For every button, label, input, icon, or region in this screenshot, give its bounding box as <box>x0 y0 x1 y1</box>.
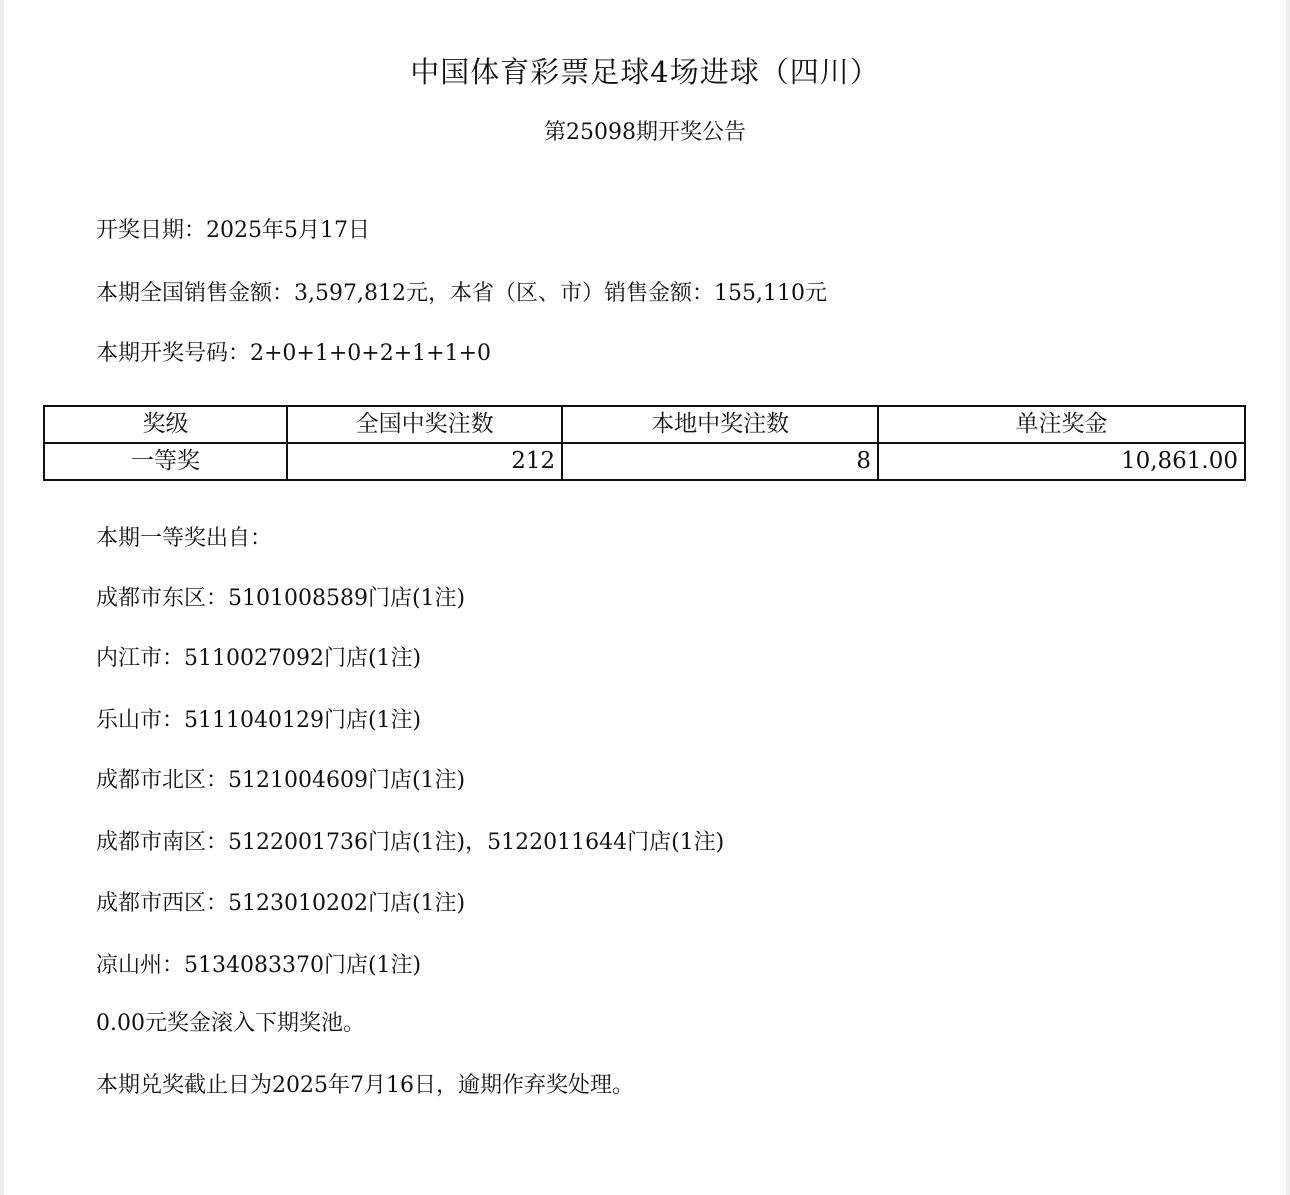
announcement-page <box>4 0 1286 1195</box>
header-prize-amount: 单注奖金 <box>878 406 1245 443</box>
header-prize-level: 奖级 <box>44 406 287 443</box>
list-item: 凉山州：5134083370门店(1注) <box>96 953 422 978</box>
list-item: 乐山市：5111040129门店(1注) <box>96 708 422 733</box>
cell-national-winners: 212 <box>287 443 562 480</box>
table-row <box>44 443 1245 480</box>
list-item: 成都市北区：5121004609门店(1注) <box>96 768 466 793</box>
list-item: 内江市：5110027092门店(1注) <box>96 646 422 671</box>
page-title: 中国体育彩票足球4场进球（四川） <box>410 55 880 89</box>
header-national-winners: 全国中奖注数 <box>287 406 562 443</box>
deadline-note: 本期兑奖截止日为2025年7月16日，逾期作弃奖处理。 <box>96 1073 634 1098</box>
winning-numbers: 本期开奖号码：2+0+1+0+2+1+1+0 <box>96 341 492 366</box>
winners-heading: 本期一等奖出自： <box>96 526 273 551</box>
cell-local-winners: 8 <box>562 443 878 480</box>
list-item: 成都市南区：5122001736门店(1注)，5122011644门店(1注) <box>96 830 725 855</box>
page-subtitle: 第25098期开奖公告 <box>544 120 746 145</box>
prize-table <box>43 405 1246 481</box>
draw-date: 开奖日期：2025年5月17日 <box>96 218 370 243</box>
list-item: 成都市东区：5101008589门店(1注) <box>96 586 466 611</box>
cell-prize-amount: 10,861.00 <box>878 443 1245 480</box>
sales-amount: 本期全国销售金额：3,597,812元，本省（区、市）销售金额：155,110元 <box>96 281 827 306</box>
cell-prize-level: 一等奖 <box>44 443 287 480</box>
list-item: 成都市西区：5123010202门店(1注) <box>96 891 466 916</box>
rollover-note: 0.00元奖金滚入下期奖池。 <box>96 1011 365 1036</box>
header-local-winners: 本地中奖注数 <box>562 406 878 443</box>
table-header-row <box>44 406 1245 443</box>
